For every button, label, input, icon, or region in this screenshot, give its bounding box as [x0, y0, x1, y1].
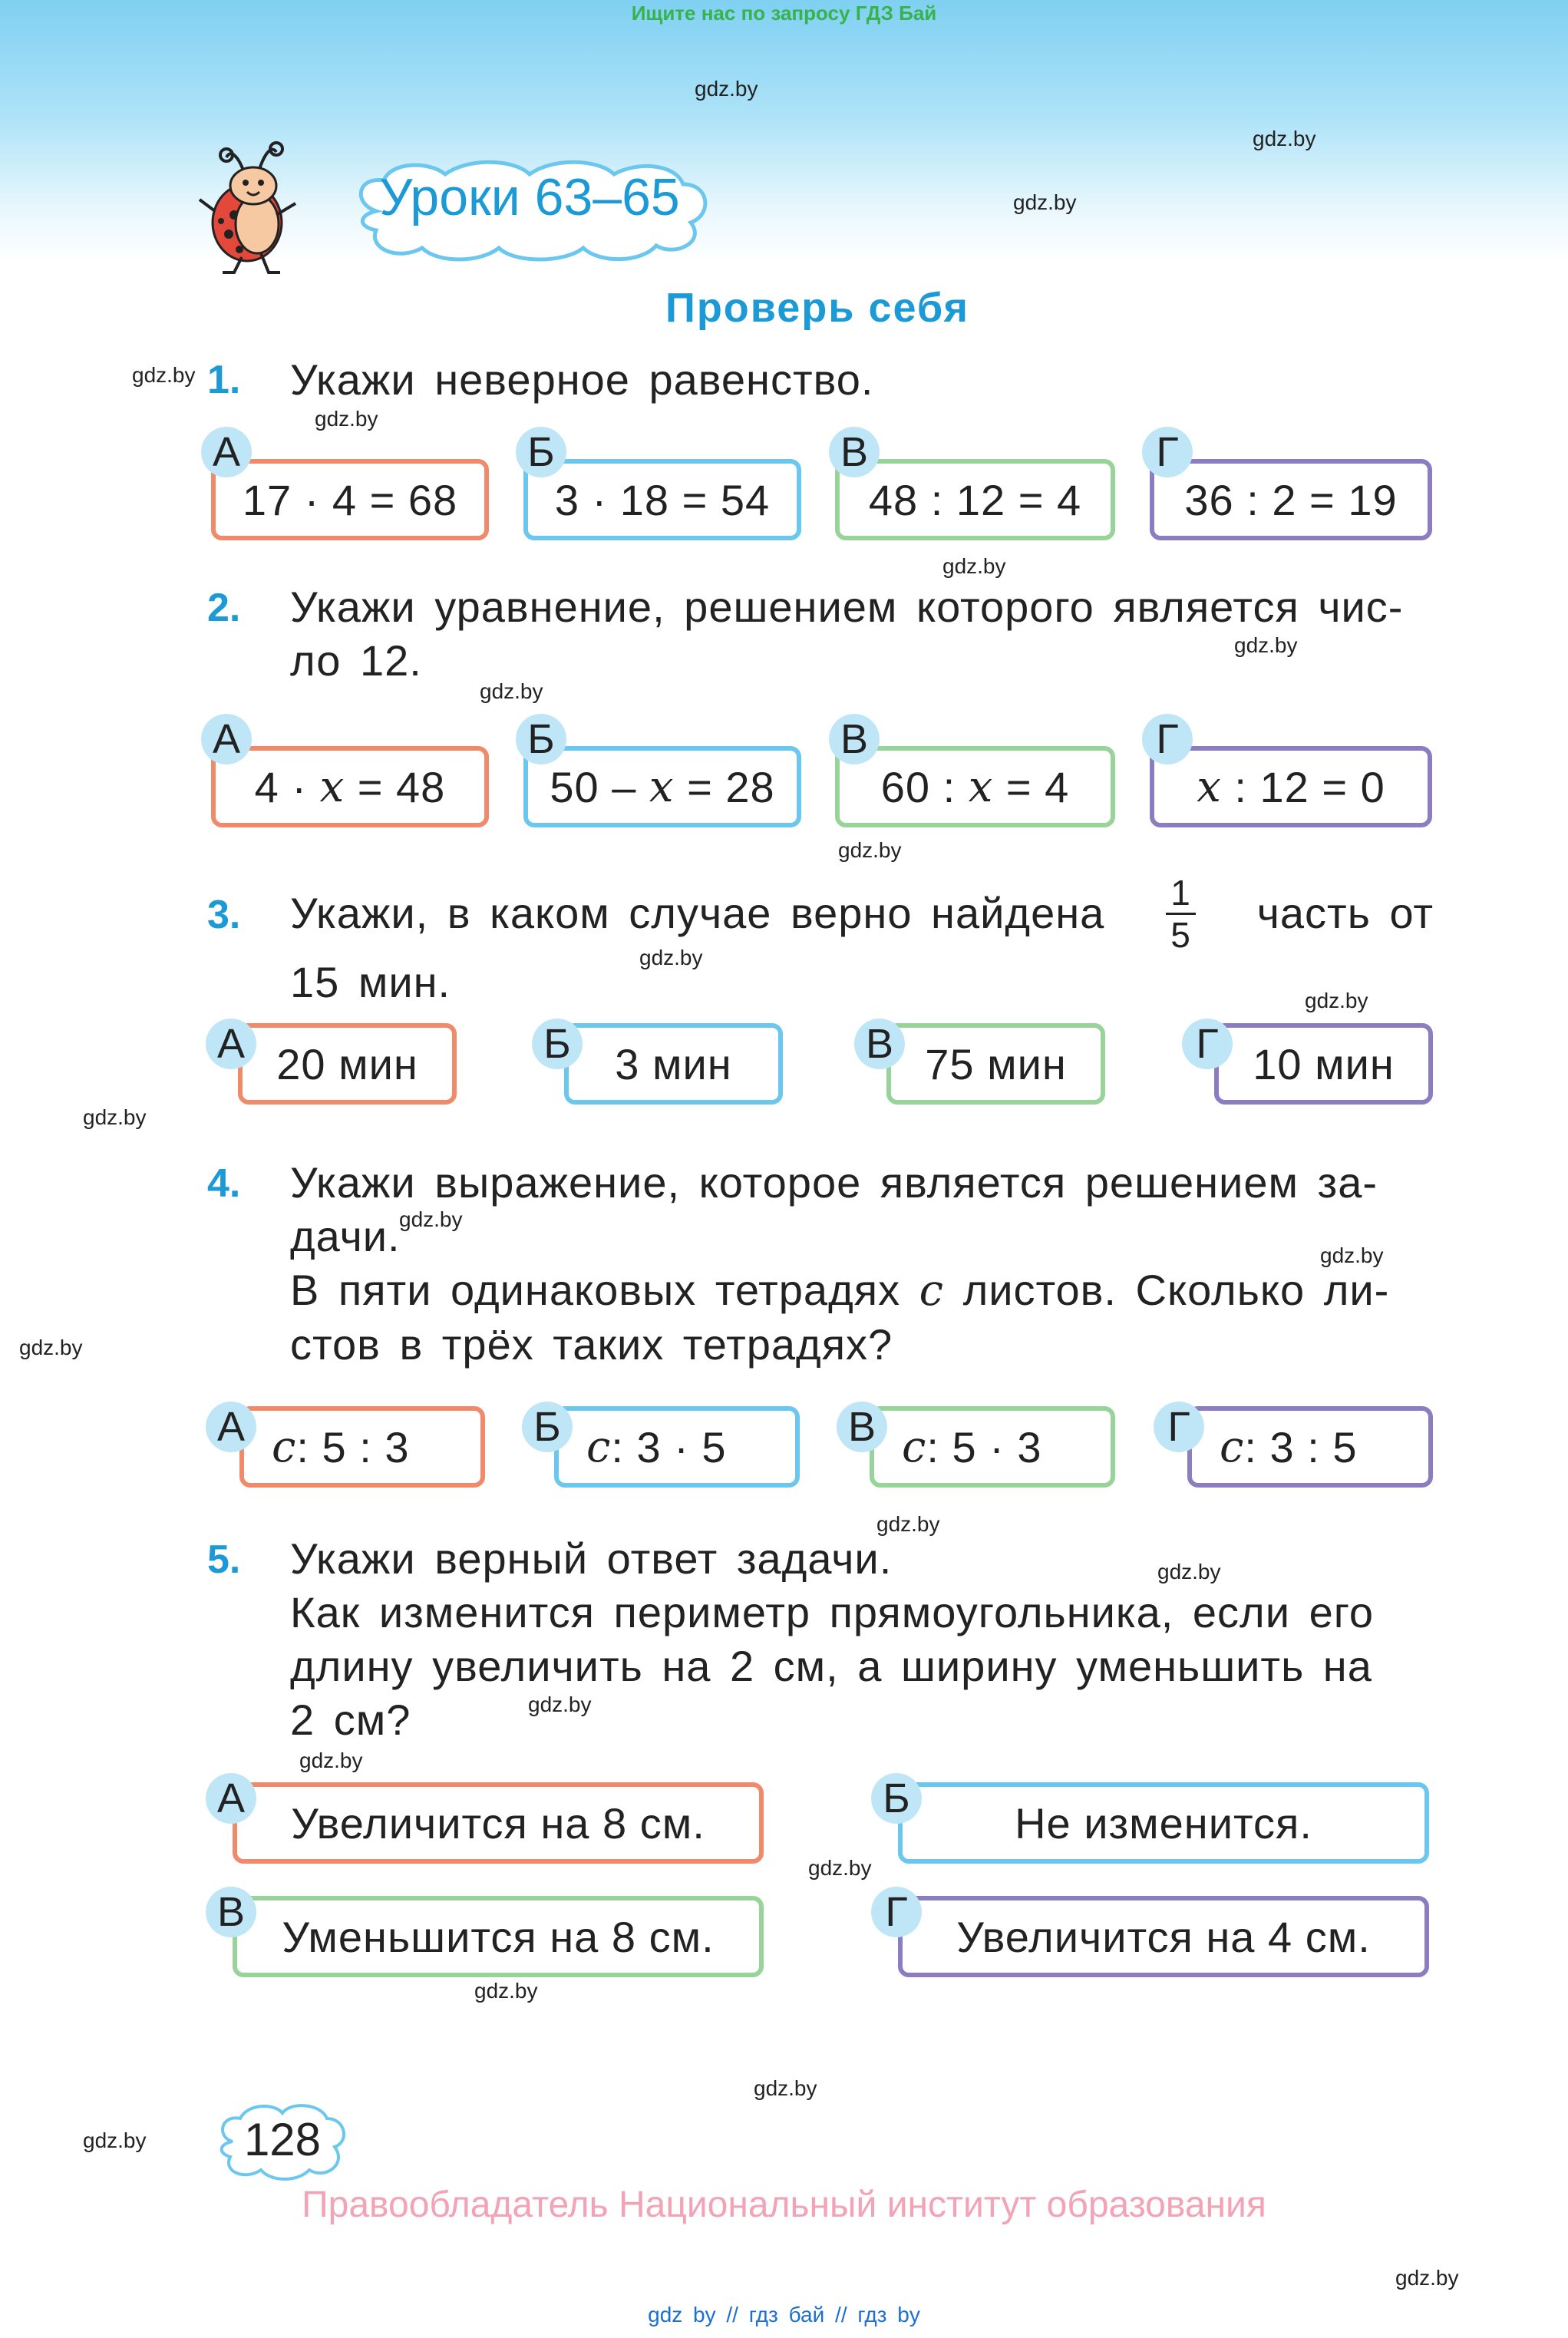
watermark: gdz.by	[639, 946, 703, 969]
question-4-text	[290, 1156, 1434, 1372]
watermark: gdz.by	[1320, 1243, 1384, 1267]
question-line: 15 мин.	[290, 958, 451, 1006]
option-letter-badge: А	[206, 1019, 256, 1069]
option-c[interactable]	[835, 459, 1115, 540]
watermark: gdz.by	[1013, 190, 1077, 214]
option-text: Увеличится на 4 см.	[956, 1912, 1371, 1961]
question-3-text	[290, 871, 1434, 1009]
option-d[interactable]	[1187, 1406, 1433, 1488]
problem-line	[290, 1263, 1434, 1318]
option-text-post: = 28	[687, 762, 775, 811]
question-5-number: 5.	[207, 1537, 241, 1582]
question-2-text	[290, 580, 1434, 688]
watermark: gdz.by	[808, 1856, 872, 1880]
question-line: Укажи верный ответ задачи.	[290, 1534, 893, 1583]
option-text-post: : 12 = 0	[1234, 762, 1385, 811]
watermark: gdz.by	[876, 1512, 940, 1536]
option-b[interactable]	[564, 1023, 783, 1105]
watermark: gdz.by	[480, 679, 543, 703]
variable-c: c	[902, 1422, 927, 1472]
question-1-number: 1.	[207, 358, 241, 402]
problem-text-pre: В пяти одинаковых тетрадях	[290, 1266, 901, 1314]
variable-c: c	[919, 1266, 944, 1316]
option-text: 3 мин	[615, 1039, 732, 1088]
watermark: gdz.by	[1234, 633, 1298, 657]
watermark: gdz.by	[132, 363, 196, 387]
option-text-post: : 3 : 5	[1244, 1422, 1358, 1471]
variable-c: c	[272, 1422, 297, 1472]
option-d[interactable]	[1150, 746, 1432, 827]
option-text-pre: 50 –	[550, 762, 637, 811]
option-c[interactable]	[835, 746, 1115, 827]
option-letter-badge: Г	[1182, 1019, 1233, 1069]
fraction	[1166, 873, 1196, 955]
option-a[interactable]	[239, 1406, 485, 1488]
option-c[interactable]	[233, 1896, 764, 1977]
option-d[interactable]	[1150, 459, 1432, 540]
option-text-post: : 3 · 5	[611, 1422, 727, 1471]
option-letter-badge: В	[854, 1019, 905, 1069]
question-line: ло 12.	[290, 636, 422, 685]
option-letter-badge: Б	[516, 427, 566, 477]
option-text-pre: 4 ·	[254, 762, 308, 811]
option-text: 20 мин	[276, 1039, 418, 1088]
option-text: 3 · 18 = 54	[554, 475, 771, 524]
option-c[interactable]	[886, 1023, 1105, 1105]
page-title: Уроки 63–65	[379, 168, 680, 226]
option-letter-badge: Г	[871, 1887, 922, 1937]
option-text: 17 · 4 = 68	[242, 475, 458, 524]
question-line: Как изменится периметр прямоугольника, если его	[290, 1588, 1375, 1636]
footer-links[interactable]: gdz by // гдз бай // гдз by	[648, 2303, 920, 2326]
watermark: gdz.by	[528, 1692, 592, 1716]
fraction-denominator: 5	[1170, 914, 1191, 955]
option-b[interactable]	[523, 459, 801, 540]
watermark: gdz.by	[83, 1105, 147, 1129]
option-letter-badge: А	[206, 1773, 256, 1824]
section-subtitle: Проверь себя	[665, 285, 969, 331]
option-text: Уменьшится на 8 см.	[282, 1912, 715, 1961]
option-a[interactable]	[211, 459, 489, 540]
option-letter-badge: Б	[516, 714, 566, 764]
variable-x: x	[649, 761, 675, 812]
option-letter-badge: В	[829, 427, 880, 477]
watermark: gdz.by	[838, 838, 902, 862]
question-line: длину увеличить на 2 см, а ширину уменьшить на	[290, 1642, 1372, 1690]
option-letter-badge: Г	[1142, 427, 1193, 477]
question-line: Укажи выражение, которое является решением за-	[290, 1158, 1378, 1207]
option-text-post: : 5 : 3	[296, 1422, 410, 1471]
watermark: gdz.by	[83, 2128, 147, 2152]
watermark: gdz.by	[299, 1749, 363, 1772]
variable-x: x	[968, 761, 994, 812]
variable-x: x	[319, 761, 345, 812]
variable-c: c	[1220, 1422, 1245, 1472]
option-letter-badge: А	[201, 427, 252, 477]
question-1-text	[290, 353, 1434, 407]
variable-c: c	[586, 1422, 612, 1472]
option-c[interactable]	[870, 1406, 1115, 1488]
option-d[interactable]	[1214, 1023, 1433, 1105]
option-b[interactable]	[554, 1406, 800, 1488]
option-text: 48 : 12 = 4	[868, 475, 1082, 524]
search-hint: Ищите нас по запросу ГДЗ Бай	[631, 2, 937, 25]
option-letter-badge: Б	[522, 1402, 573, 1452]
option-text-post: : 5 · 3	[926, 1422, 1042, 1471]
option-text: 75 мин	[925, 1039, 1067, 1088]
watermark: gdz.by	[1395, 2266, 1459, 2290]
option-letter-badge: А	[206, 1402, 256, 1452]
option-text-post: = 48	[357, 762, 446, 811]
watermark: gdz.by	[695, 77, 758, 101]
option-text: 36 : 2 = 19	[1184, 475, 1398, 524]
variable-x: x	[1197, 761, 1222, 812]
question-line: Укажи неверное равенство.	[290, 355, 874, 404]
rights-holder: Правообладатель Национальный институт образования	[302, 2184, 1266, 2225]
problem-line: стов в трёх таких тетрадях?	[290, 1320, 893, 1369]
problem-text-post: листов. Сколько ли-	[962, 1266, 1390, 1314]
option-b[interactable]	[898, 1782, 1429, 1864]
option-a[interactable]	[238, 1023, 457, 1105]
option-text: Не изменится.	[1015, 1798, 1312, 1848]
fraction-numerator: 1	[1166, 873, 1196, 915]
question-line: дачи.	[290, 1212, 401, 1260]
question-text-pre: Укажи, в каком случае верно найдена	[290, 889, 1105, 937]
option-text-pre: 60 :	[880, 762, 956, 811]
watermark: gdz.by	[942, 554, 1006, 578]
option-letter-badge: В	[837, 1402, 887, 1452]
option-letter-badge: А	[201, 714, 252, 764]
option-letter-badge: Г	[1154, 1402, 1204, 1452]
question-line: Укажи уравнение, решением которого является чис-	[290, 583, 1404, 631]
question-text-post: часть от	[1256, 889, 1434, 937]
watermark: gdz.by	[1305, 989, 1368, 1012]
question-line	[290, 871, 1434, 956]
ladybug-mascot-icon	[192, 138, 307, 276]
option-text-post: = 4	[1005, 762, 1070, 811]
question-3-number: 3.	[207, 893, 241, 937]
watermark: gdz.by	[19, 1336, 83, 1359]
option-text: 10 мин	[1253, 1039, 1395, 1088]
watermark: gdz.by	[315, 407, 378, 431]
option-letter-badge: В	[829, 714, 880, 764]
option-a[interactable]	[211, 746, 489, 827]
option-text: Увеличится на 8 см.	[291, 1798, 705, 1848]
option-letter-badge: В	[206, 1887, 256, 1937]
watermark: gdz.by	[1157, 1560, 1221, 1583]
watermark: gdz.by	[1253, 127, 1316, 150]
option-d[interactable]	[898, 1896, 1429, 1977]
watermark: gdz.by	[754, 2076, 817, 2100]
question-line: 2 см?	[290, 1696, 411, 1744]
page-number: 128	[243, 2114, 322, 2165]
question-2-number: 2.	[207, 586, 241, 630]
option-b[interactable]	[523, 746, 801, 827]
option-letter-badge: Б	[871, 1773, 922, 1824]
question-4-number: 4.	[207, 1161, 241, 1206]
question-5-text	[290, 1532, 1434, 1747]
option-a[interactable]	[233, 1782, 764, 1864]
option-letter-badge: Б	[532, 1019, 583, 1069]
option-letter-badge: Г	[1142, 714, 1193, 764]
watermark: gdz.by	[399, 1207, 463, 1231]
watermark: gdz.by	[474, 1979, 538, 2003]
